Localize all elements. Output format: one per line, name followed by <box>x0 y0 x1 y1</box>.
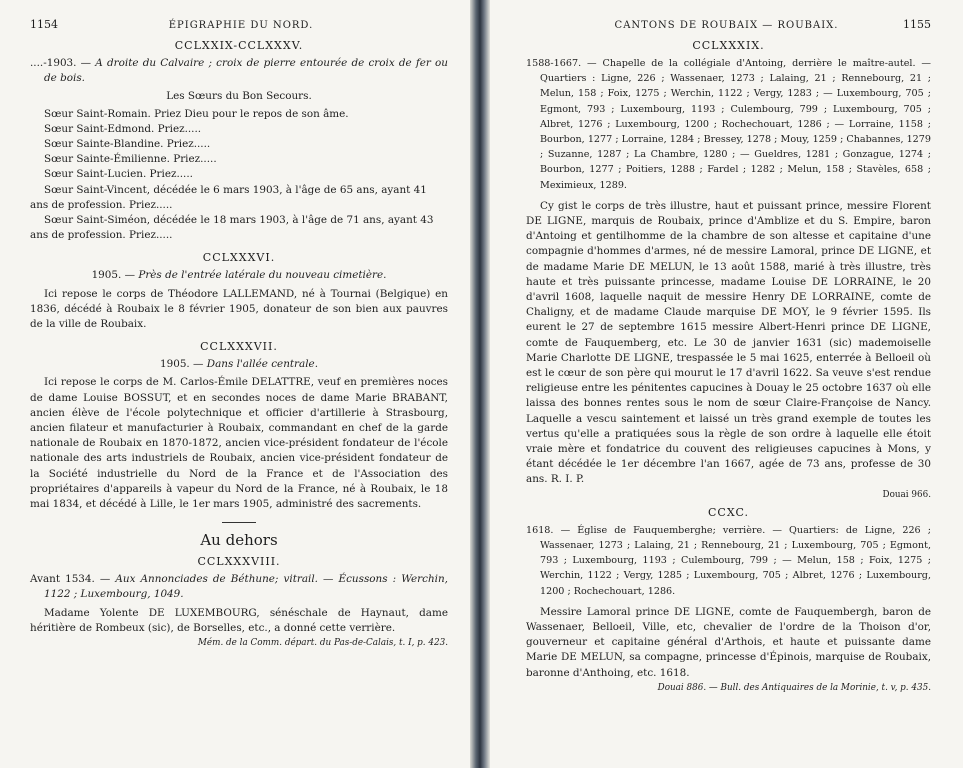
source-citation: Douai 966. <box>882 489 931 500</box>
au-dehors-title: Au dehors <box>200 531 278 550</box>
list-item: Sœur Saint-Vincent, décédée le 6 mars 1903, à l'âge de 65 ans, ayant 41 ans de profession. Priez..... <box>30 183 427 211</box>
left-running-header <box>30 18 448 31</box>
section-heading: CCLXXXIX. <box>692 39 765 52</box>
section-heading: CCLXXXVI. <box>202 251 276 265</box>
left-running-title: ÉPIGRAPHIE DU NORD. <box>168 20 314 31</box>
section-heading: CCXC. <box>708 505 749 519</box>
section-heading: CCLXXXVIII. <box>197 555 281 569</box>
right-running-header <box>526 18 931 31</box>
list-item: Sœur Saint-Siméon, décédée le 18 mars 1903, à l'âge de 71 ans, ayant 43 ans de profession. Priez..... <box>30 214 434 242</box>
entry-head: ....-1903. — A droite du Calvaire ; croix de pierre entourée de croix de fer ou de bois. <box>30 57 449 85</box>
source-citation: Mém. de la Comm. départ. du Pas-de-Calais, t. I, p. 423. <box>197 638 448 649</box>
inscription-text: Madame Yolente DE LUXEMBOURG, sénéschale de Haynaut, dame héritière de Rombeux (sic), de Borselles, etc., a donné cette verrière. <box>30 606 448 634</box>
left-page <box>0 0 470 768</box>
entry-head: 1588-1667. — Chapelle de la collégiale d'Antoing, derrière le maître-autel. — Quartiers : Ligne, 226 ; Wassenaer, 1273 ; Lalaing, 21 ; Rennebourg, 21 ; Melun, 158 ; Foix, 1275 ; Werchin, 1122 ; Vergy, 1283 ; — Luxembourg, 705 ; Egmont, 793 ; Luxembourg, 1193 ; Culembourg, 799 ; Luxembourg, 705 ; Albret, 1276 ; Luxembourg, 1200 ; Rochechouart, 1286 ; — Lorraine, 1158 ; Bourbon, 1277 ; Lorraine, 1284 ; Bressey, 1278 ; Mouy, 1259 ; Chabannes, 1279 ; Suzanne, 1287 ; La Chambre, 1280 ; — Gueldres, 1281 ; Gonzague, 1274 ; Bourbon, 1277 ; Poitiers, 1288 ; Fardel ; 1282 ; Melun, 158 ; Stavèles, 658 ; Meximieux, 1289. <box>526 58 931 191</box>
inscription-text: Ici repose le corps de M. Carlos-Émile DELATTRE, veuf en premières noces de dame Louise BOSSUT, et en secondes noces de dame Marie BRABANT, ancien élève de l'école polytechnique et officier d'artillerie à Strasbourg, ancien filateur et manufacturier à Roubaix, commandant en chef de la garde nationale de Roubaix en 1870-1872, ancien vice-président fondateur de l'école nationale des arts industriels de Roubaix, ancien vice-président fondateur de la Société industrielle du Nord de la France et de l'Association des propriétaires d'appareils à vapeur du Nord de la France, né à Roubaix, le 18 mai 1834, et décédé à Lille, le 1er mars 1905, administré des sacrements. <box>30 376 448 511</box>
divider <box>222 522 256 523</box>
inscription-text: Messire Lamoral prince DE LIGNE, comte de Fauquembergh, baron de Wassenaer, Belloeil, Ville, etc, chevalier de l'ordre de la Thoison d'or, gouverneur et capitaine général d'Arthois, et haute et puissante dame Marie DE MELUN, sa compagne, princesse d'Épinois, marquise de Roubaix, baronne d'Anthoing, etc. 1618. <box>526 605 931 679</box>
sisters-list <box>30 107 448 244</box>
group-title: Les Sœurs du Bon Secours. <box>166 90 312 103</box>
section-heading: CCLXXXVII. <box>200 340 278 354</box>
list-item: Sœur Saint-Romain. Priez Dieu pour le repos de son âme. <box>44 107 349 120</box>
entry-head: 1905. — Dans l'allée centrale. <box>159 358 318 371</box>
source-citation: Douai 886. — Bull. des Antiquaires de la Morinie, t. v, p. 435. <box>657 682 931 693</box>
right-running-title: CANTONS DE ROUBAIX — ROUBAIX. <box>614 20 839 31</box>
entry-head: 1905. — Près de l'entrée latérale du nouveau cimetière. <box>91 269 387 282</box>
list-item: Sœur Sainte-Blandine. Priez..... <box>44 138 211 151</box>
entry-head: Avant 1534. — Aux Annonciades de Béthune; vitrail. — Écussons : Werchin, 1122 ; Luxembourg, 1049. <box>30 573 448 601</box>
inscription-text: Cy gist le corps de très illustre, haut et puissant prince, messire Florent DE LIGNE, marquis de Roubaix, prince d'Amblize et du S. Empire, baron d'Antoing et gentilhomme de la chambre de son altesse et capitaine d'une compagnie d'hommes d'armes, né de messire Lamoral, prince DE LIGNE, et de madame Marie DE MELUN, le 13 août 1588, marié à très illustre, très haute et très puissante princesse, madame Louise DE LORRAINE, le 20 d'avril 1608, laquelle naquit de messire Henry DE LORRAINE, comte de Chaligny, et de madame Claude marquise DE MOY, le 9 février 1595. Ils eurent le 27 de septembre 1615 messire Albert-Henri prince DE LIGNE, comte de Fauquemberg, etc. Le 30 de janvier 1631 (sic) mademoiselle Marie Charlotte DE LIGNE, trespassée le 5 mai 1625, enterrée à Belloeil où est le cœur de son père qui mourut le 17 d'avril 1622. Sa veuve s'est rendue religieuse entre les pénitentes capucines à Douay le 25 octobre 1637 où elle laissa des bonnes rentes sous le nom de sœur Claire-Françoise de Nancy. Laquelle a vescu saintement et laissé un très grand exemple de toutes les vertus qu'elle a pratiquées sous la règle de son ordre à laquelle elle étoit vraie mère et fondatrice du couvent des religieuses capucines à Mons, y étant décédée le 1er décembre l'an 1667, agée de 73 ans, professe de 30 ans. R. I. P. <box>526 199 931 486</box>
book-gutter <box>470 0 490 768</box>
entry-head: 1618. — Église de Fauquemberghe; verrière. — Quartiers: de Ligne, 226 ; Wassenaer, 1273 ; Lalaing, 21 ; Rennebourg, 21 ; Luxembourg, 705 ; Egmont, 793 ; Luxembourg, 1193 ; Culembourg, 799 ; — Melun, 158 ; Foix, 1275 ; Werchin, 1122 ; Vergy, 1285 ; Luxembourg, 705 ; Albret, 1276 ; Luxembourg, 1200 ; Rochechouart, 1286. <box>526 524 931 597</box>
list-item: Sœur Saint-Edmond. Priez..... <box>44 122 202 135</box>
inscription-text: Ici repose le corps de Théodore LALLEMAND, né à Tournai (Belgique) en 1836, décédé à Roubaix le 8 février 1905, donateur de son bien aux pauvres de la ville de Roubaix. <box>30 287 448 331</box>
section-heading: CCLXXIX-CCLXXXV. <box>174 39 304 52</box>
list-item: Sœur Sainte-Émilienne. Priez..... <box>44 153 217 166</box>
right-page-number: 1155 <box>903 18 931 31</box>
right-page <box>490 0 963 768</box>
left-page-number: 1154 <box>30 18 58 31</box>
list-item: Sœur Saint-Lucien. Priez..... <box>44 168 193 181</box>
